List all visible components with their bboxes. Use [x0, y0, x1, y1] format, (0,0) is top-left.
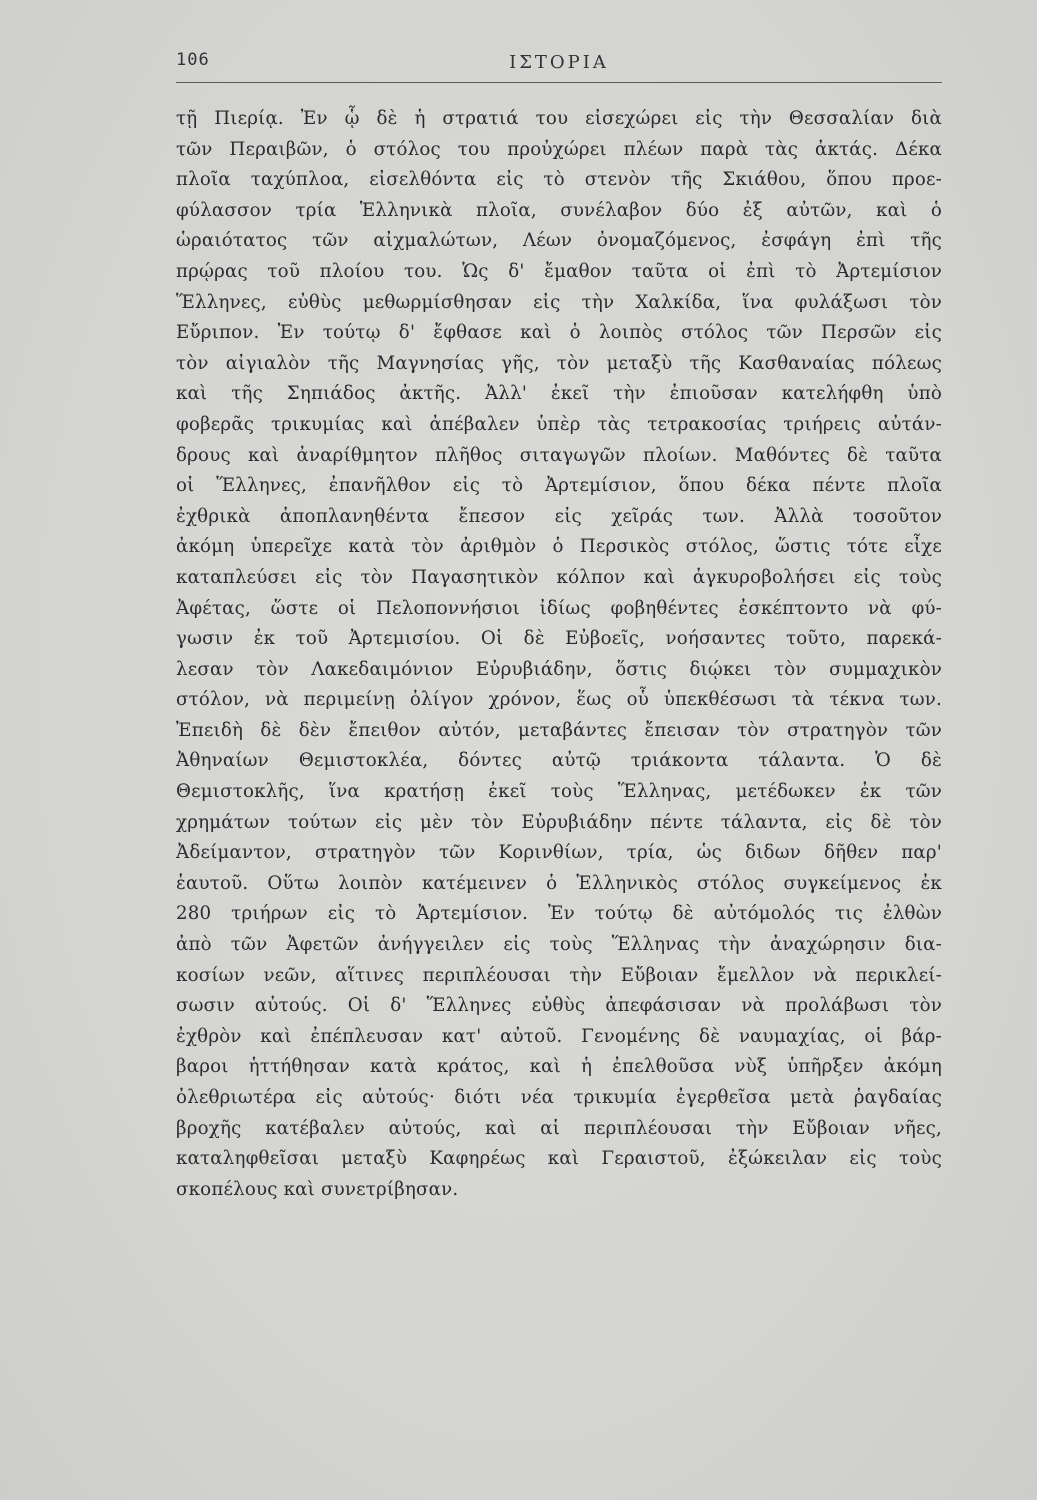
text-line: Θεμιστοκλῆς, ἵνα κρατήσῃ ἐκεῖ τοὺς Ἕλληνας, μετέδωκεν ἐκ τῶν [176, 781, 942, 803]
text-line: στόλον, νὰ περιμείνῃ ὀλίγον χρόνον, ἕως οὗ ὑπεκθέσωσι τὰ τέκνα των. [176, 689, 942, 711]
header-rule [176, 82, 942, 83]
text-line: καταληφθεῖσαι μεταξὺ Καφηρέως καὶ Γεραιστοῦ, ἐξώκειλαν εἰς τοὺς [176, 1148, 942, 1170]
text-line: ὀλεθριωτέρα εἰς αὐτούς· διότι νέα τρικυμία ἐγερθεῖσα μετὰ ῥαγδαίας [176, 1087, 942, 1108]
text-line: βροχῆς κατέβαλεν αὐτούς, καὶ αἱ περιπλέουσαι τὴν Εὔβοιαν νῆες, [176, 1117, 942, 1139]
text-line: Εὔριπον. Ἐν τούτῳ δ' ἔφθασε καὶ ὁ λοιπὸς στόλος τῶν Περσῶν εἰς [176, 322, 942, 344]
text-line: κοσίων νεῶν, αἵτινες περιπλέουσαι τὴν Εὔβοιαν ἔμελλον νὰ περικλεί- [176, 964, 942, 986]
text-line: 280 τριήρων εἰς τὸ Ἀρτεμίσιον. Ἐν τούτῳ δὲ αὐτόμολός τις ἐλθὼν [176, 903, 942, 925]
text-line: Ἀθηναίων Θεμιστοκλέα, δόντες αὐτῷ τριάκοντα τάλαντα. Ὁ δὲ [176, 750, 942, 772]
text-line: Ἀδείμαντον, στρατηγὸν τῶν Κορινθίων, τρία, ὡς διδων δῆθεν παρ' [176, 842, 942, 864]
text-line: ὡραιότατος τῶν αἰχμαλώτων, Λέων ὀνομαζόμενος, ἐσφάγη ἐπὶ τῆς [176, 230, 942, 252]
text-line-last: σκοπέλους καὶ συνετρίβησαν. [176, 1178, 459, 1200]
text-line: ἀκόμη ὑπερεῖχε κατὰ τὸν ἀριθμὸν ὁ Περσικὸς στόλος, ὥστις τότε εἶχε [176, 536, 942, 558]
text-line: τὸν αἰγιαλὸν τῆς Μαγνησίας γῆς, τὸν μεταξὺ τῆς Κασθαναίας πόλεως [176, 352, 942, 374]
text-line: πλοῖα ταχύπλοα, εἰσελθόντα εἰς τὸ στενὸν τῆς Σκιάθου, ὅπου προε- [176, 169, 942, 191]
text-line: σωσιν αὐτούς. Οἱ δ' Ἕλληνες εὐθὺς ἀπεφάσισαν νὰ προλάβωσι τὸν [176, 995, 942, 1017]
text-line: δρους καὶ ἀναρίθμητον πλῆθος σιταγωγῶν πλοίων. Μαθόντες δὲ ταῦτα [176, 444, 942, 466]
running-head: ΙΣΤΟΡΙΑ [509, 52, 609, 73]
text-line: ἑαυτοῦ. Οὕτω λοιπὸν κατέμεινεν ὁ Ἑλληνικὸς στόλος συγκείμενος ἐκ [176, 872, 942, 894]
text-line: Ἕλληνες, εὐθὺς μεθωρμίσθησαν εἰς τὴν Χαλκίδα, ἵνα φυλάξωσι τὸν [176, 291, 942, 313]
text-line: Ἐπειδὴ δὲ δὲν ἔπειθον αὐτόν, μεταβάντες ἔπεισαν τὸν στρατηγὸν τῶν [176, 719, 942, 741]
text-line: καταπλεύσει εἰς τὸν Παγασητικὸν κόλπον καὶ ἀγκυροβολήσει εἰς τοὺς [176, 566, 942, 588]
text-line: φύλασσον τρία Ἑλληνικὰ πλοῖα, συνέλαβον δύο ἐξ αὐτῶν, καὶ ὁ [176, 199, 942, 221]
text-line: τῶν Περαιβῶν, ὁ στόλος του προὐχώρει πλέων παρὰ τὰς ἀκτάς. Δέκα [176, 138, 942, 160]
text-line: φοβερᾶς τρικυμίας καὶ ἀπέβαλεν ὑπὲρ τὰς τετρακοσίας τριήρεις αὐτάν- [176, 413, 942, 435]
page-number: 106 [176, 50, 210, 70]
text-line: ἐχθρὸν καὶ ἐπέπλευσαν κατ' αὐτοῦ. Γενομένης δὲ ναυμαχίας, οἱ βάρ- [176, 1025, 942, 1047]
body-text [176, 104, 942, 1205]
text-line: ἀπὸ τῶν Ἀφετῶν ἀνήγγειλεν εἰς τοὺς Ἕλληνας τὴν ἀναχώρησιν δια- [176, 934, 942, 956]
text-line: λεσαν τὸν Λακεδαιμόνιον Εὐρυβιάδην, ὅστις διῴκει τὸν συμμαχικὸν [176, 658, 942, 680]
text-line: χρημάτων τούτων εἰς μὲν τὸν Εὐρυβιάδην πέντε τάλαντα, εἰς δὲ τὸν [176, 811, 942, 833]
text-line: πρῴρας τοῦ πλοίου του. Ὡς δ' ἔμαθον ταῦτα οἱ ἐπὶ τὸ Ἀρτεμίσιον [176, 260, 942, 282]
page-header [176, 46, 942, 78]
text-line: τῇ Πιερίᾳ. Ἐν ᾧ δὲ ἡ στρατιά του εἰσεχώρει εἰς τὴν Θεσσαλίαν διὰ [176, 108, 942, 129]
text-line: ἐχθρικὰ ἀποπλανηθέντα ἔπεσον εἰς χεῖράς των. Ἀλλὰ τοσοῦτον [176, 505, 942, 527]
text-line: Ἀφέτας, ὥστε οἱ Πελοποννήσιοι ἰδίως φοβηθέντες ἐσκέπτοντο νὰ φύ- [176, 597, 942, 619]
text-line: οἱ Ἕλληνες, ἐπανῆλθον εἰς τὸ Ἀρτεμίσιον, ὅπου δέκα πέντε πλοῖα [176, 475, 942, 497]
text-line: γωσιν ἐκ τοῦ Ἀρτεμισίου. Οἱ δὲ Εὐβοεῖς, νοήσαντες τοῦτο, παρεκά- [176, 628, 942, 650]
text-line: βαροι ἡττήθησαν κατὰ κράτος, καὶ ἡ ἐπελθοῦσα νὺξ ὑπῆρξεν ἀκόμη [176, 1056, 942, 1078]
text-line: καὶ τῆς Σηπιάδος ἀκτῆς. Ἀλλ' ἐκεῖ τὴν ἐπιοῦσαν κατελήφθη ὑπὸ [176, 383, 942, 405]
